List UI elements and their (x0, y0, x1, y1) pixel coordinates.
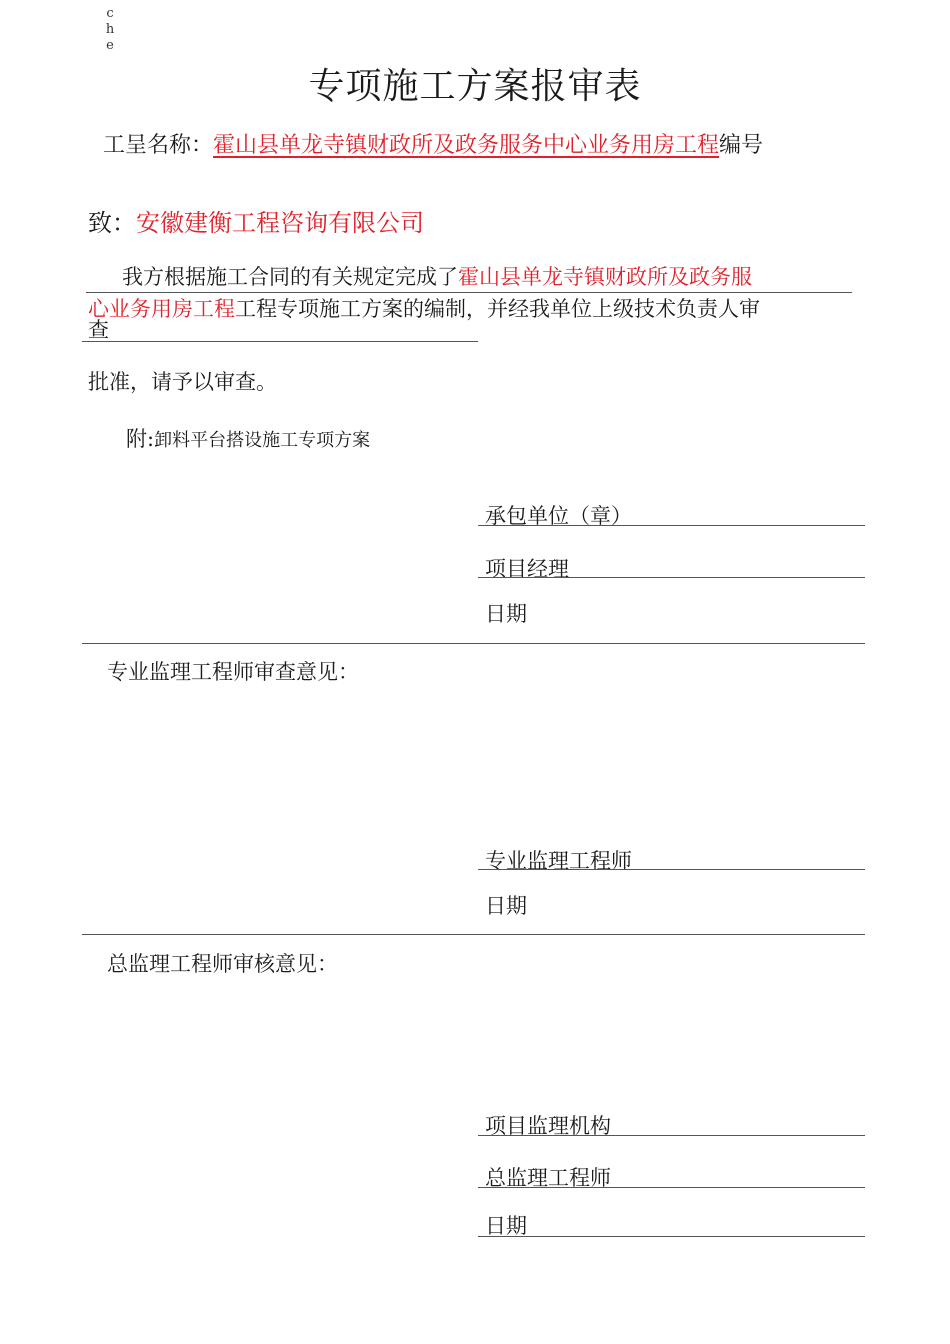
supervision-org-label: 项目监理机构 (485, 1114, 611, 1138)
specialist-engineer-label: 专业监理工程师 (485, 849, 632, 873)
margin-char: c (106, 6, 114, 21)
body-text: 我方根据施工合同的有关规定完成了 (122, 265, 458, 289)
signature-line (478, 1236, 865, 1237)
body-project-name-b: 心业务用房工程 (88, 297, 235, 321)
margin-char: h (105, 22, 115, 37)
section-divider (82, 643, 865, 644)
project-name: 霍山县单龙寺镇财政所及政务服务中心业务用房工程 (213, 133, 720, 158)
chief-engineer-label: 总监理工程师 (485, 1166, 611, 1190)
margin-char: e (106, 38, 114, 53)
project-manager-label: 项目经理 (485, 557, 569, 581)
body-line-3: 查 (88, 318, 109, 342)
signature-line (478, 1187, 865, 1188)
contractor-unit-label: 承包单位（章） (485, 504, 632, 528)
signature-line (478, 577, 865, 578)
specialist-date-label: 日期 (485, 894, 527, 918)
body-line-4: 批准，请予以审查。 (88, 370, 277, 394)
recipient-label: 致： (88, 209, 136, 237)
body-line-1 (122, 261, 752, 291)
attachment-label: 附: (126, 427, 155, 451)
section-divider (82, 934, 865, 935)
body-project-name-a: 霍山县单龙寺镇财政所及政务服 (458, 265, 752, 289)
contractor-date-label: 日期 (485, 602, 527, 626)
body-line-2 (88, 293, 760, 323)
signature-line (478, 1135, 865, 1136)
number-label: 编号 (719, 133, 764, 158)
signature-line (478, 869, 865, 870)
chief-date-label: 日期 (485, 1214, 527, 1238)
margin-vertical-text (104, 6, 116, 54)
project-line (103, 128, 763, 159)
specialist-review-heading: 专业监理工程师审查意见： (107, 660, 359, 684)
body-text: 工程专项施工方案的编制，并经我单位上级技术负责人审 (235, 297, 760, 321)
attachment-text: 卸料平台搭设施工专项方案 (154, 430, 371, 451)
chief-review-heading: 总监理工程师审核意见： (107, 952, 338, 976)
signature-line (478, 525, 865, 526)
project-label: 工呈名称： (103, 133, 214, 158)
page-title: 专项施工方案报审表 (308, 66, 642, 107)
attachment-line (126, 423, 370, 453)
underline-rule (82, 341, 478, 342)
recipient-line (88, 203, 424, 238)
recipient-company: 安徽建衡工程咨询有限公司 (136, 209, 424, 237)
